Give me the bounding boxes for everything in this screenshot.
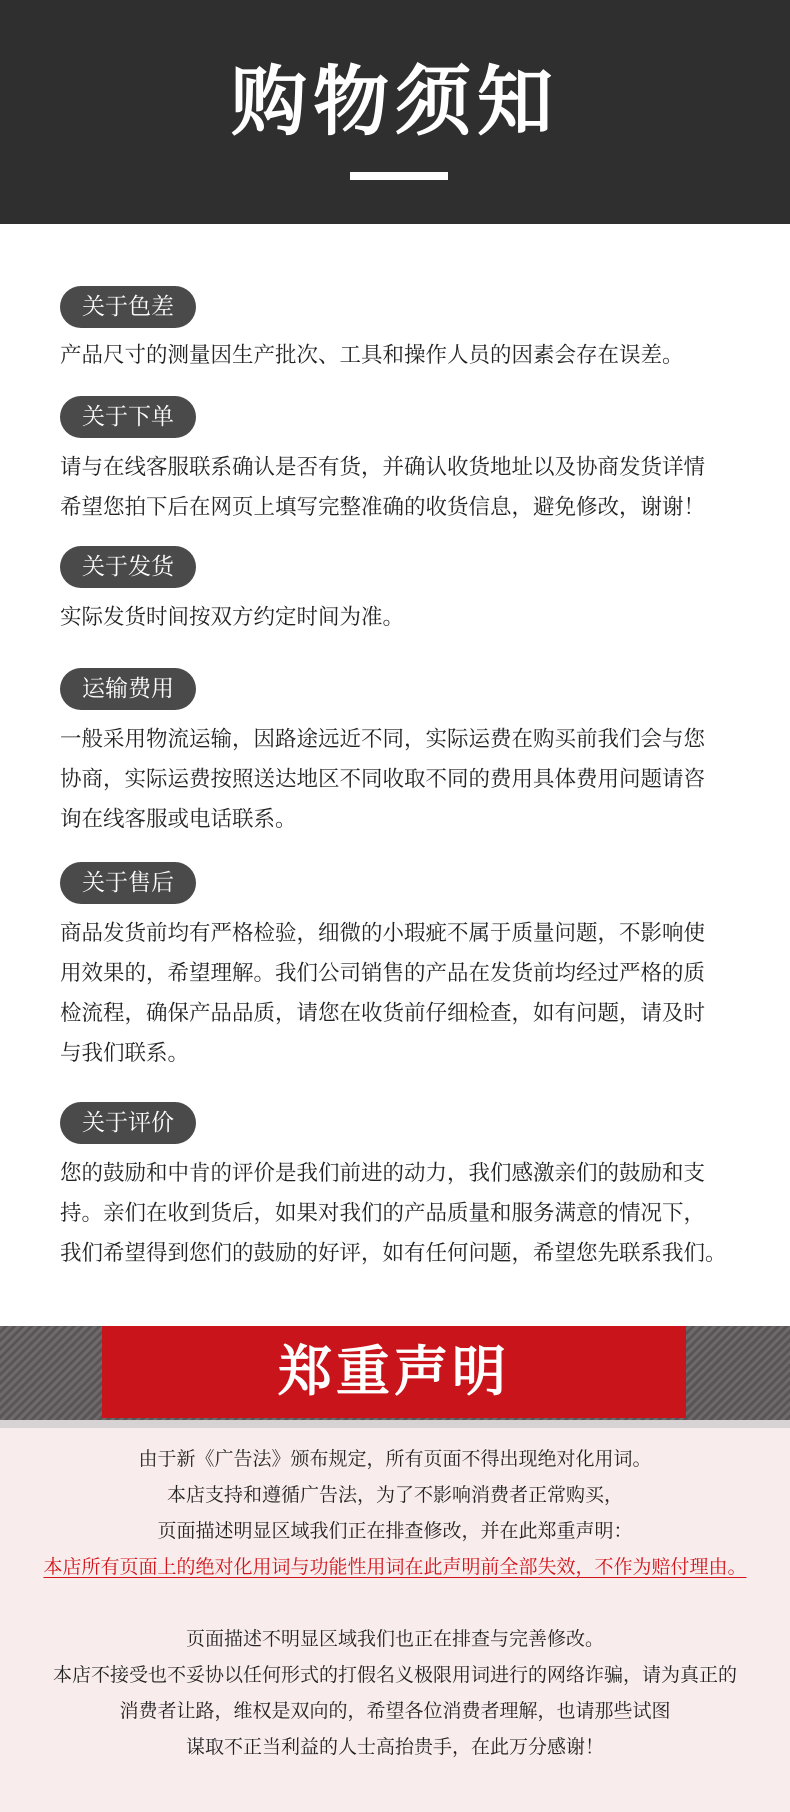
page-title: 购物须知 <box>231 57 559 146</box>
declaration-line: 消费者让路，维权是双向的，希望各位消费者理解，也请那些试图 <box>119 1700 671 1722</box>
section-tag-shipping-fee: 运输费用 <box>60 668 196 710</box>
declaration-line: 由于新《广告法》颁布规定，所有页面不得出现绝对化用词。 <box>138 1448 652 1470</box>
declaration-line: 谋取不正当利益的人士高抬贵手，在此万分感谢！ <box>185 1736 604 1758</box>
header-banner <box>0 0 790 224</box>
section-tag-shipping: 关于发货 <box>60 546 196 588</box>
section-text-shipping: 实际发货时间按双方约定时间为准。 <box>60 605 405 630</box>
declaration-line: 本店不接受也不妥协以任何形式的打假名义极限用词进行的网络诈骗，请为真正的 <box>52 1664 737 1686</box>
section-text-after-sales: 商品发货前均有严格检验，细微的小瑕疵不属于质量问题，不影响使 用效果的，希望理解。我们公司销售的产品在发货前均经过严格的质 检流程，确保产品品质，请您在收货前仔细检查，如有问题，请及时 与我们联系。 <box>60 921 706 1066</box>
section-text-ordering: 请与在线客服联系确认是否有货，并确认收货地址以及协商发货详情 希望您拍下后在网页上填写完整准确的收货信息，避免修改，谢谢！ <box>60 455 706 520</box>
section-text-color-difference: 产品尺寸的测量因生产批次、工具和操作人员的因素会存在误差。 <box>60 343 684 368</box>
section-tag-color-difference: 关于色差 <box>60 286 196 328</box>
declaration-title: 郑重声明 <box>278 1340 510 1403</box>
title-underline <box>350 172 448 180</box>
declaration-warning-line: 本店所有页面上的绝对化用词与功能性用词在此声明前全部失效，不作为赔付理由。 <box>43 1556 747 1578</box>
section-tag-ordering: 关于下单 <box>60 396 196 438</box>
section-text-shipping-fee: 一般采用物流运输，因路途远近不同，实际运费在购买前我们会与您 协商，实际运费按照送达地区不同收取不同的费用具体费用问题请咨 询在线客服或电话联系。 <box>60 727 706 832</box>
section-tag-reviews: 关于评价 <box>60 1102 196 1144</box>
section-tag-after-sales: 关于售后 <box>60 862 196 904</box>
declaration-line: 本店支持和遵循广告法，为了不影响消费者正常购买， <box>166 1484 623 1506</box>
section-text-reviews: 您的鼓励和中肯的评价是我们前进的动力，我们感激亲们的鼓励和支 持。亲们在收到货后，如果对我们的产品质量和服务满意的情况下， 我们希望得到您们的鼓励的好评，如有任何问题，希望您先联系我们。 <box>60 1161 727 1266</box>
declaration-line: 页面描述明显区域我们正在排查修改，并在此郑重声明： <box>157 1520 633 1542</box>
declaration-divider <box>0 1420 790 1428</box>
declaration-line: 页面描述不明显区域我们也正在排查与完善修改。 <box>185 1628 604 1650</box>
